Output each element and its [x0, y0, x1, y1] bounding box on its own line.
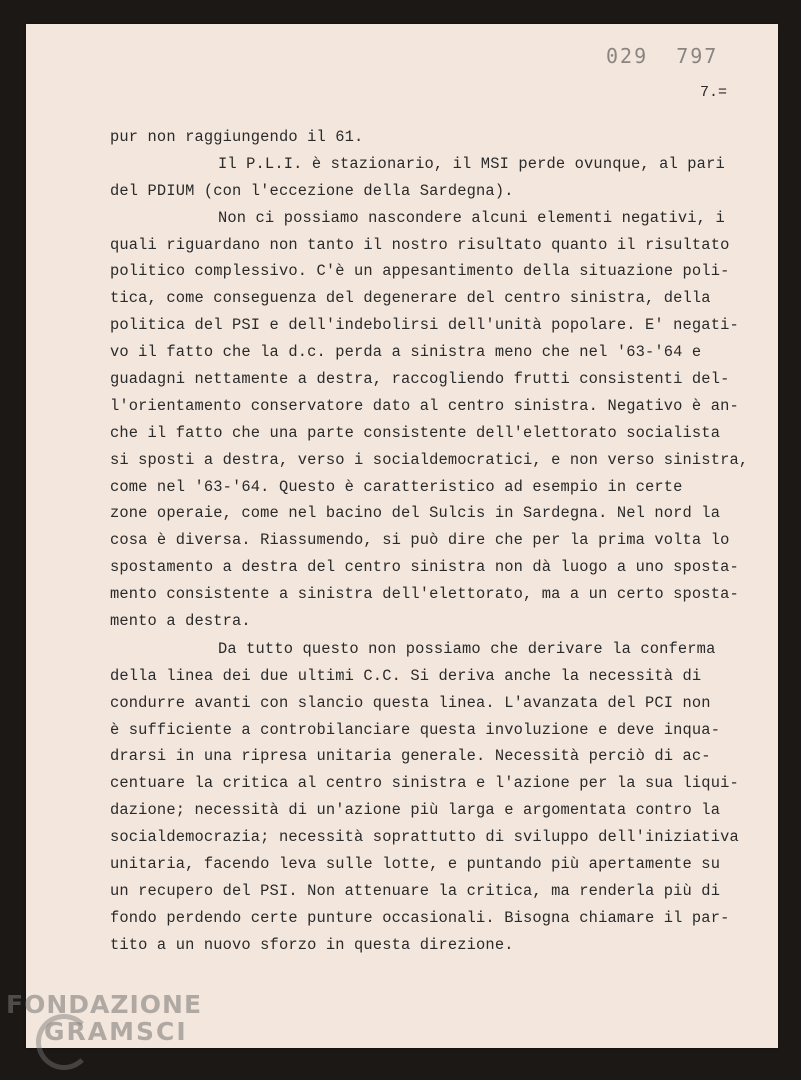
- text-line: quali riguardano non tanto il nostro risultato quanto il risultato: [110, 235, 730, 254]
- text-line: Il P.L.I. è stazionario, il MSI perde ovunque, al pari: [218, 154, 725, 173]
- watermark-line-1: FONDAZIONE: [6, 990, 203, 1019]
- text-line: che il fatto che una parte consistente dell'elettorato socialista: [110, 423, 721, 442]
- text-line: fondo perdendo certe punture occasionali. Bisogna chiamare il par-: [110, 908, 730, 927]
- text-line: guadagni nettamente a destra, raccogliendo frutti consistenti del-: [110, 370, 730, 389]
- text-line: tito a un nuovo sforzo in questa direzione.: [110, 935, 514, 954]
- g-emblem-icon: [36, 1014, 92, 1070]
- text-line: mento a destra.: [110, 612, 251, 631]
- text-line: l'orientamento conservatore dato al centro sinistra. Negativo è an-: [110, 396, 739, 415]
- page-number: 7.=: [700, 84, 728, 101]
- text-line: Non ci possiamo nascondere alcuni elementi negativi, i: [218, 208, 725, 227]
- fondazione-gramsci-watermark-logo: [6, 990, 202, 1046]
- text-line: mento consistente a sinistra dell'elettorato, ma a un certo sposta-: [110, 585, 739, 604]
- text-line: pur non raggiungendo il 61.: [110, 128, 364, 146]
- text-line: unitaria, facendo leva sulle lotte, e puntando più apertamente su: [110, 855, 721, 874]
- text-line: del PDIUM (con l'eccezione della Sardegna).: [110, 181, 514, 200]
- text-line: centuare la critica al centro sinistra e l'azione per la sua liqui-: [110, 774, 739, 793]
- text-line: politica del PSI e dell'indebolirsi dell'unità popolare. E' negati-: [110, 316, 739, 335]
- text-line: vo il fatto che la d.c. perda a sinistra meno che nel '63-'64 e: [110, 343, 702, 362]
- archive-stamp-number: 029 797: [606, 44, 719, 68]
- text-line: cosa è diversa. Riassumendo, si può dire che per la prima volta lo: [110, 531, 730, 550]
- text-line: della linea dei due ultimi C.C. Si deriva anche la necessità di: [110, 666, 702, 685]
- text-line: tica, come conseguenza del degenerare del centro sinistra, della: [110, 289, 711, 308]
- text-line: condurre avanti con slancio questa linea. L'avanzata del PCI non: [110, 693, 711, 712]
- text-line: è sufficiente a controbilanciare questa involuzione e deve inqua-: [110, 720, 721, 739]
- text-line: si sposti a destra, verso i socialdemocratici, e non verso sinistra,: [110, 450, 749, 469]
- text-line: drarsi in una ripresa unitaria generale. Necessità perciò di ac-: [110, 747, 711, 766]
- document-body: [110, 124, 780, 959]
- text-line: spostamento a destra del centro sinistra non dà luogo a uno sposta-: [110, 558, 739, 577]
- text-line: come nel '63-'64. Questo è caratteristico ad esempio in certe: [110, 477, 683, 496]
- watermark-line-2: GRAMSCI: [44, 1017, 188, 1046]
- text-line: dazione; necessità di un'azione più larga e argomentata contro la: [110, 801, 721, 820]
- text-line: un recupero del PSI. Non attenuare la critica, ma renderla più di: [110, 881, 721, 900]
- text-line: socialdemocrazia; necessità soprattutto di sviluppo dell'iniziativa: [110, 828, 739, 847]
- text-line: Da tutto questo non possiamo che derivare la conferma: [218, 639, 716, 658]
- text-line: politico complessivo. C'è un appesantimento della situazione poli-: [110, 262, 730, 281]
- text-line: zone operaie, come nel bacino del Sulcis in Sardegna. Nel nord la: [110, 504, 721, 523]
